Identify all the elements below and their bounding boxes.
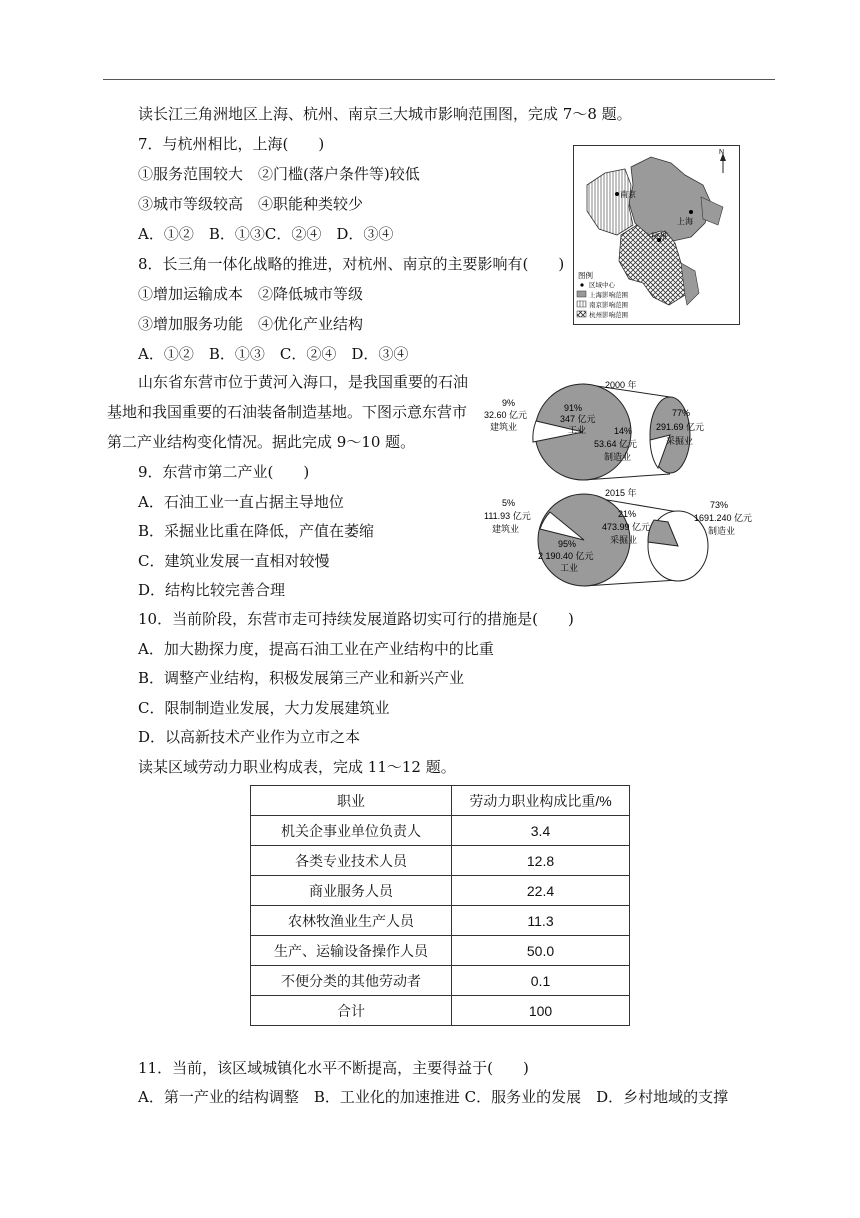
table-cell-occupation: 合计 [251,996,452,1026]
q8-statements-2: ③增加服务功能 ④优化产业结构 [138,315,364,333]
shanghai-dot-icon [689,210,693,214]
chart-2015-industry-pct: 95% [558,539,577,549]
chart-2015 [480,484,765,589]
chart-2000-mfg-pct: 14% [614,426,633,436]
nanjing-label: 南京 [620,190,636,199]
chart-2000-mfg-value: 53.64 亿元 [594,439,638,449]
q7-statements-1: ①服务范围较大 ②门槛(落户条件等)较低 [138,165,420,183]
nanjing-dot-icon [615,192,619,196]
table-cell-share: 3.4 [452,816,630,846]
table-row [251,966,630,996]
q7-options: A．①② B．①③C．②④ D．③④ [138,225,394,243]
legend-item-center: 区域中心 [589,282,615,289]
chart-2015-industry-label: 工业 [560,563,579,573]
q9-option-c: C．建筑业发展一直相对较慢 [138,552,330,570]
chart-2000-industry-value: 347 亿元 [560,414,596,424]
q8-statements-1: ①增加运输成本 ②降低城市等级 [138,285,364,303]
q7-stem: 7．与杭州相比，上海( ) [138,135,325,153]
legend-item-hangzhou: 杭州影响范围 [589,312,628,319]
table-cell-share: 12.8 [452,846,630,876]
legend-title: 图例 [578,271,593,280]
q8-stem: 8．长三角一体化战略的推进，对杭州、南京的主要影响有( ) [138,255,565,273]
q7-statements-2: ③城市等级较高 ④职能种类较少 [138,195,364,213]
chart-2015-mining-label: 采掘业 [610,535,638,545]
table-cell-occupation: 生产、运输设备操作人员 [251,936,452,966]
table-row [251,816,630,846]
chart-2000-construction-pct: 9% [502,398,516,408]
q10-option-d: D．以高新技术产业作为立市之本 [138,728,361,746]
q8-options: A．①② B．①③ C．②④ D．③④ [138,345,409,363]
chart-2015-mfg-value: 1691.240 亿元 [694,513,753,523]
chart-2000-title: 2000 年 [605,380,637,390]
chart-2000-mining-value: 291.69 亿元 [656,422,705,432]
table-cell-occupation: 农林牧渔业生产人员 [251,906,452,936]
chart-2015-construction-pct: 5% [502,498,516,508]
chart-2015-construction-label: 建筑业 [492,524,520,534]
chart-2015-mfg-pct: 73% [710,500,729,510]
legend-city-dot-icon [580,283,583,286]
q9-option-d: D．结构比较完善合理 [138,581,286,599]
q10-option-b: B．调整产业结构，积极发展第三产业和新兴产业 [138,669,465,687]
chart-2000-industry-pct: 91% [564,403,583,413]
chart-2015-industry-value: 2 190.40 亿元 [538,551,594,561]
table-row [251,876,630,906]
table-row [251,846,630,876]
intro-9-10-line1: 山东省东营市位于黄河入海口，是我国重要的石油 [138,373,469,391]
chart-2000 [480,372,720,482]
yangtze-delta-map [573,145,740,325]
hangzhou-label: 杭州 [651,232,667,241]
chart-2015-mining-value: 473.99 亿元 [602,522,651,532]
chart-2000-construction-value: 32.60 亿元 [484,410,528,420]
intro-11-12: 读某区域劳动力职业构成表，完成 11～12 题。 [138,758,456,776]
table-cell-share: 11.3 [452,906,630,936]
table-cell-occupation: 商业服务人员 [251,876,452,906]
q9-stem: 9．东营市第二产业( ) [138,463,310,481]
table-row [251,906,630,936]
q10-stem: 10．当前阶段，东营市走可持续发展道路切实可行的措施是( ) [138,610,574,628]
q11-options: A．第一产业的结构调整 B．工业化的加速推进 C．服务业的发展 D．乡村地域的支撑 [138,1088,729,1106]
table-header-share: 劳动力职业构成比重/% [452,786,630,816]
intro-7-8: 读长江三角洲地区上海、杭州、南京三大城市影响范围图，完成 7～8 题。 [138,105,632,123]
chart-2015-mfg-label: 制造业 [708,526,736,536]
chart-2015-construction-value: 111.93 亿元 [484,511,531,521]
q10-option-a: A．加大勘探力度，提高石油工业在产业结构中的比重 [138,640,494,658]
chart-2015-mining-pct: 21% [618,509,637,519]
chart-2015-title: 2015 年 [605,488,637,498]
table-header-occupation: 职业 [251,786,452,816]
q10-option-c: C．限制制造业发展，大力发展建筑业 [138,699,390,717]
legend-item-shanghai: 上海影响范围 [589,292,628,299]
table-cell-share: 50.0 [452,936,630,966]
labor-structure-table [250,785,630,1026]
north-label: N [719,149,725,156]
chart-2000-mining-label: 采掘业 [666,436,694,446]
chart-2000-mining-pct: 77% [672,408,691,418]
q11-stem: 11．当前，该区域城镇化水平不断提高，主要得益于( ) [138,1059,529,1077]
table-row [251,936,630,966]
q9-option-b: B．采掘业比重在降低，产值在萎缩 [138,522,375,540]
chart-2000-industry-label: 工业 [568,425,587,435]
table-cell-share: 22.4 [452,876,630,906]
table-cell-share: 100 [452,996,630,1026]
table-row-total [251,996,630,1026]
legend-item-nanjing: 南京影响范围 [589,302,628,309]
shanghai-label: 上海 [677,217,693,226]
table-header-row [251,786,630,816]
table-cell-occupation: 各类专业技术人员 [251,846,452,876]
intro-9-10-line2: 基地和我国重要的石油装备制造基地。下图示意东营市 [107,403,468,421]
table-cell-occupation: 机关企事业单位负责人 [251,816,452,846]
header-rule [103,79,775,80]
table-cell-occupation: 不便分类的其他劳动者 [251,966,452,996]
intro-9-10-line3: 第二产业结构变化情况。据此完成 9～10 题。 [107,433,416,451]
chart-2000-construction-label: 建筑业 [490,422,518,432]
table-cell-share: 0.1 [452,966,630,996]
chart-2000-mfg-label: 制造业 [604,452,632,462]
q9-option-a: A．石油工业一直占据主导地位 [138,493,344,511]
